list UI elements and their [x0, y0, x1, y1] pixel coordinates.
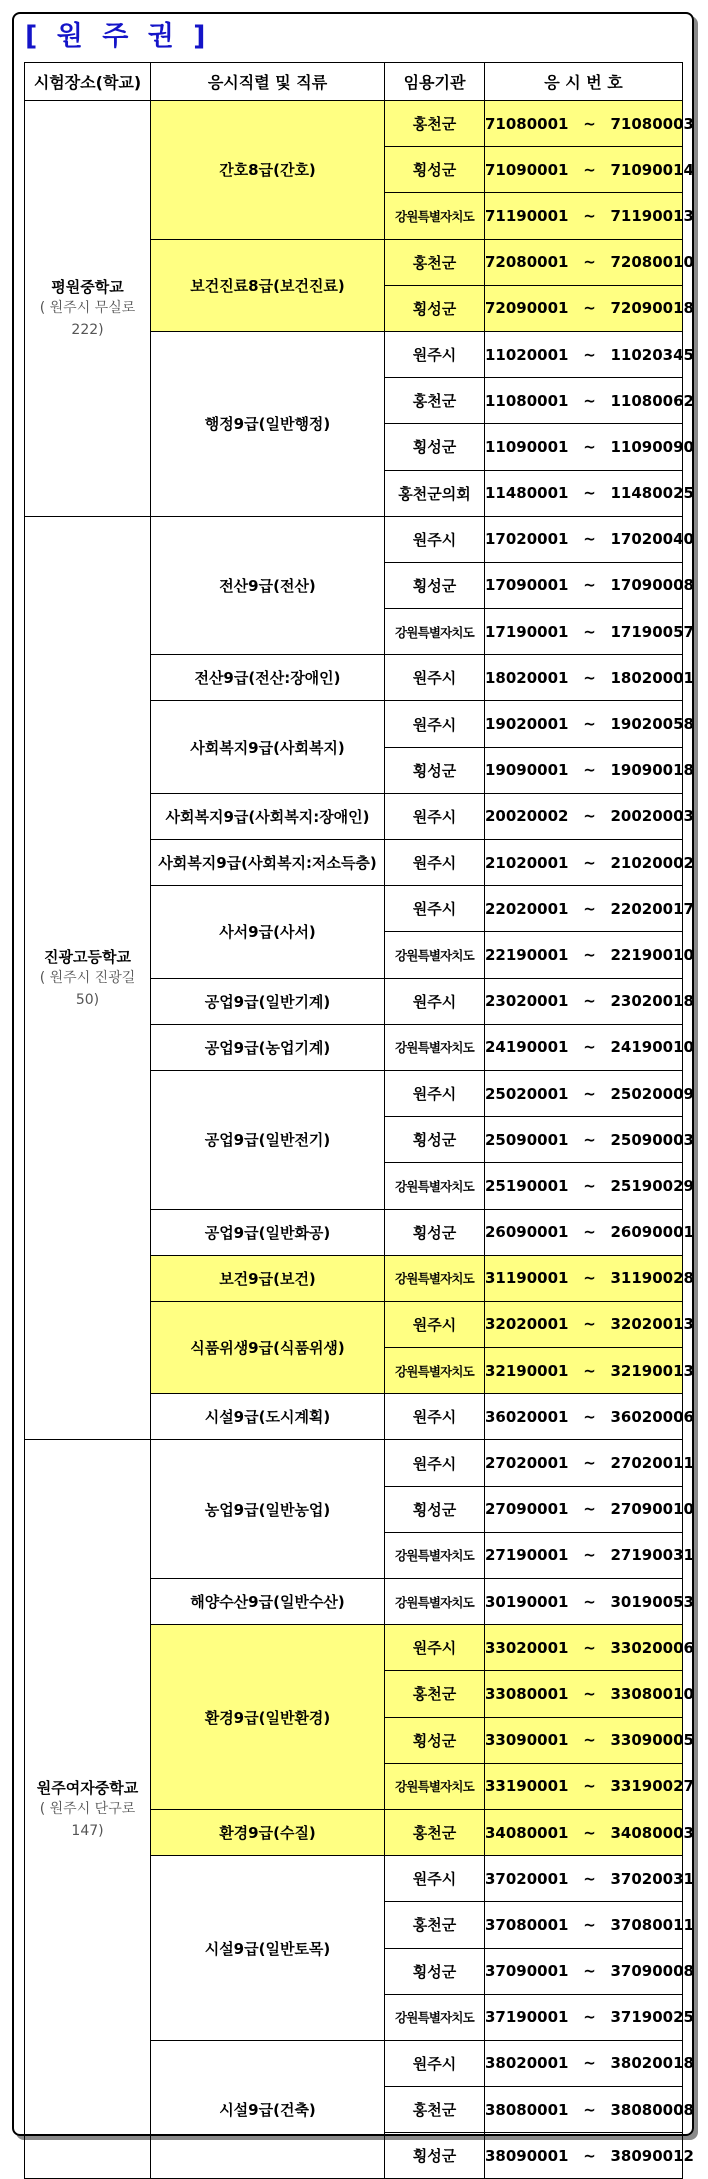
agency-cell: 홍천군 [385, 1671, 485, 1717]
range-separator: ~ [583, 992, 596, 1011]
agency-cell: 홍천군 [385, 101, 485, 147]
exam-schedule-table [24, 62, 694, 2179]
exam-number-from: 27020001 [485, 1454, 569, 1473]
range-separator: ~ [583, 206, 596, 225]
exam-number-range [485, 1671, 694, 1717]
range-separator: ~ [583, 1869, 596, 1888]
exam-number-to: 17090008 [610, 576, 694, 595]
range-separator: ~ [583, 1777, 596, 1796]
range-separator: ~ [583, 2054, 596, 2073]
job-category-cell: 간호8급(간호) [151, 101, 385, 240]
exam-number-to: 17190057 [610, 622, 694, 641]
exam-number-from: 37090001 [485, 1962, 569, 1981]
exam-number-to: 37020031 [610, 1869, 694, 1888]
range-separator: ~ [583, 2100, 596, 2119]
exam-number-range [485, 562, 694, 608]
agency-cell: 원주시 [385, 701, 485, 747]
exam-number-from: 17020001 [485, 530, 569, 549]
agency-cell: 횡성군 [385, 1717, 485, 1763]
exam-number-to: 23020018 [610, 992, 694, 1011]
header-row [25, 63, 683, 101]
exam-number-range [485, 2133, 694, 2179]
exam-number-from: 33190001 [485, 1777, 569, 1796]
exam-number-range [485, 840, 694, 886]
exam-number-range [485, 1348, 694, 1394]
range-separator: ~ [583, 807, 596, 826]
exam-number-range [485, 239, 694, 285]
range-separator: ~ [583, 2146, 596, 2165]
range-separator: ~ [583, 899, 596, 918]
exam-number-range [485, 1486, 694, 1532]
exam-number-range [485, 147, 694, 193]
agency-cell: 원주시 [385, 1856, 485, 1902]
exam-number-to: 25020009 [610, 1084, 694, 1103]
exam-number-range [485, 886, 694, 932]
exam-number-from: 71190001 [485, 206, 569, 225]
exam-number-from: 19020001 [485, 715, 569, 734]
job-category-cell: 사서9급(사서) [151, 886, 385, 978]
exam-number-to: 38090012 [610, 2146, 694, 2165]
agency-cell: 원주시 [385, 1070, 485, 1116]
exam-number-from: 33020001 [485, 1638, 569, 1657]
range-separator: ~ [583, 1546, 596, 1565]
agency-cell: 강원특별자치도 [385, 1163, 485, 1209]
exam-number-from: 27190001 [485, 1546, 569, 1565]
agency-cell: 강원특별자치도 [385, 1579, 485, 1625]
agency-cell: 횡성군 [385, 147, 485, 193]
exam-number-from: 72080001 [485, 253, 569, 272]
exam-number-from: 23020001 [485, 992, 569, 1011]
range-separator: ~ [583, 1407, 596, 1426]
agency-cell: 원주시 [385, 655, 485, 701]
agency-cell: 횡성군 [385, 562, 485, 608]
header-venue: 시험장소(학교) [25, 63, 151, 101]
agency-cell: 강원특별자치도 [385, 1532, 485, 1578]
exam-number-from: 71090001 [485, 160, 569, 179]
exam-number-from: 37020001 [485, 1869, 569, 1888]
exam-number-range [485, 609, 694, 655]
agency-cell: 횡성군 [385, 424, 485, 470]
agency-cell: 강원특별자치도 [385, 1024, 485, 1070]
exam-number-from: 38020001 [485, 2054, 569, 2073]
agency-cell: 횡성군 [385, 1486, 485, 1532]
header-agency: 임용기관 [385, 63, 485, 101]
table-row [25, 101, 683, 147]
venue-cell [25, 1440, 151, 2179]
job-category-cell: 행정9급(일반행정) [151, 331, 385, 516]
exam-number-to: 26090001 [610, 1223, 694, 1242]
agency-cell: 원주시 [385, 2040, 485, 2086]
venue-name: 진광고등학교 [44, 947, 131, 966]
exam-number-to: 71190013 [610, 206, 694, 225]
exam-number-from: 71080001 [485, 114, 569, 133]
exam-number-to: 72080010 [610, 253, 694, 272]
header-job: 응시직렬 및 직류 [151, 63, 385, 101]
agency-cell: 강원특별자치도 [385, 1994, 485, 2040]
table-row [25, 516, 683, 562]
exam-number-from: 17190001 [485, 622, 569, 641]
range-separator: ~ [583, 1223, 596, 1242]
exam-number-range [485, 1902, 694, 1948]
exam-number-to: 17020040 [610, 530, 694, 549]
exam-number-range [485, 1394, 694, 1440]
agency-cell: 강원특별자치도 [385, 193, 485, 239]
exam-number-to: 20020003 [610, 807, 694, 826]
exam-number-to: 38080008 [610, 2100, 694, 2119]
range-separator: ~ [583, 1823, 596, 1842]
exam-number-range [485, 1255, 694, 1301]
exam-number-range [485, 1717, 694, 1763]
range-separator: ~ [583, 1084, 596, 1103]
exam-number-range [485, 470, 694, 516]
exam-number-from: 38090001 [485, 2146, 569, 2165]
job-category-cell: 전산9급(전산:장애인) [151, 655, 385, 701]
exam-number-range [485, 193, 694, 239]
range-separator: ~ [583, 1130, 596, 1149]
range-separator: ~ [583, 1176, 596, 1195]
venue-address: ( 원주시 단구로 147) [39, 1800, 136, 1839]
exam-number-range [485, 2087, 694, 2133]
exam-number-to: 25190029 [610, 1176, 694, 1195]
job-category-cell: 환경9급(수질) [151, 1809, 385, 1855]
range-separator: ~ [583, 391, 596, 410]
agency-cell: 강원특별자치도 [385, 1348, 485, 1394]
range-separator: ~ [583, 668, 596, 687]
exam-number-to: 37190025 [610, 2008, 694, 2027]
range-separator: ~ [583, 1592, 596, 1611]
range-separator: ~ [583, 1038, 596, 1057]
exam-number-from: 32190001 [485, 1361, 569, 1380]
table-body [25, 101, 694, 2179]
range-separator: ~ [583, 1915, 596, 1934]
exam-number-to: 71080003 [610, 114, 694, 133]
exam-number-to: 19020058 [610, 715, 694, 734]
exam-number-to: 19090018 [610, 761, 694, 780]
job-category-cell: 보건진료8급(보건진료) [151, 239, 385, 331]
exam-number-range [485, 1163, 694, 1209]
range-separator: ~ [583, 761, 596, 780]
agency-cell: 횡성군 [385, 1117, 485, 1163]
exam-number-range [485, 701, 694, 747]
range-separator: ~ [583, 1638, 596, 1657]
agency-cell: 원주시 [385, 978, 485, 1024]
exam-number-range [485, 101, 694, 147]
exam-number-to: 30190053 [610, 1592, 694, 1611]
job-category-cell: 식품위생9급(식품위생) [151, 1301, 385, 1393]
exam-number-to: 11480025 [610, 484, 694, 503]
exam-number-from: 25020001 [485, 1084, 569, 1103]
exam-number-from: 11080001 [485, 391, 569, 410]
exam-number-to: 34080003 [610, 1823, 694, 1842]
range-separator: ~ [583, 1962, 596, 1981]
job-category-cell: 해양수산9급(일반수산) [151, 1579, 385, 1625]
exam-number-from: 31190001 [485, 1269, 569, 1288]
exam-number-to: 33020006 [610, 1638, 694, 1657]
exam-number-range [485, 2040, 694, 2086]
header-exam-number: 응 시 번 호 [485, 63, 683, 101]
exam-number-to: 27090010 [610, 1500, 694, 1519]
exam-number-to: 27190031 [610, 1546, 694, 1565]
job-category-cell: 사회복지9급(사회복지:장애인) [151, 793, 385, 839]
job-category-cell: 보건9급(보건) [151, 1255, 385, 1301]
table-row [25, 1440, 683, 1486]
agency-cell: 원주시 [385, 840, 485, 886]
range-separator: ~ [583, 1731, 596, 1750]
exam-number-range [485, 747, 694, 793]
region-title: [ 원 주 권 ] [25, 21, 211, 52]
venue-cell [25, 101, 151, 517]
agency-cell: 강원특별자치도 [385, 932, 485, 978]
exam-number-to: 22020017 [610, 899, 694, 918]
exam-number-from: 33080001 [485, 1684, 569, 1703]
exam-number-range [485, 1209, 694, 1255]
range-separator: ~ [583, 1684, 596, 1703]
exam-number-range [485, 1117, 694, 1163]
exam-number-range [485, 1301, 694, 1347]
exam-number-from: 37080001 [485, 1915, 569, 1934]
agency-cell: 강원특별자치도 [385, 1255, 485, 1301]
agency-cell: 홍천군의회 [385, 470, 485, 516]
exam-number-from: 38080001 [485, 2100, 569, 2119]
exam-number-from: 37190001 [485, 2008, 569, 2027]
job-category-cell: 농업9급(일반농업) [151, 1440, 385, 1579]
exam-number-to: 72090018 [610, 299, 694, 318]
job-category-cell: 시설9급(일반토목) [151, 1856, 385, 2041]
exam-number-to: 11090090 [610, 437, 694, 456]
exam-number-to: 25090003 [610, 1130, 694, 1149]
exam-number-range [485, 978, 694, 1024]
exam-number-range [485, 1809, 694, 1855]
table-header [25, 63, 683, 101]
range-separator: ~ [583, 1454, 596, 1473]
range-separator: ~ [583, 622, 596, 641]
range-separator: ~ [583, 345, 596, 364]
exam-number-range [485, 1024, 694, 1070]
exam-number-from: 22020001 [485, 899, 569, 918]
range-separator: ~ [583, 530, 596, 549]
range-separator: ~ [583, 715, 596, 734]
agency-cell: 횡성군 [385, 1209, 485, 1255]
range-separator: ~ [583, 576, 596, 595]
agency-cell: 횡성군 [385, 285, 485, 331]
exam-number-to: 18020001 [610, 668, 694, 687]
exam-number-range [485, 932, 694, 978]
range-separator: ~ [583, 853, 596, 872]
exam-number-to: 37080011 [610, 1915, 694, 1934]
agency-cell: 홍천군 [385, 1902, 485, 1948]
agency-cell: 원주시 [385, 1301, 485, 1347]
job-category-cell: 공업9급(일반전기) [151, 1070, 385, 1209]
exam-number-to: 71090014 [610, 160, 694, 179]
exam-number-range [485, 655, 694, 701]
job-category-cell: 공업9급(일반기계) [151, 978, 385, 1024]
job-category-cell: 환경9급(일반환경) [151, 1625, 385, 1810]
range-separator: ~ [583, 114, 596, 133]
agency-cell: 원주시 [385, 886, 485, 932]
venue-address: ( 원주시 진광길 50) [39, 969, 136, 1008]
venue-name: 평원중학교 [51, 277, 124, 296]
exam-number-to: 33080010 [610, 1684, 694, 1703]
exam-number-range [485, 378, 694, 424]
range-separator: ~ [583, 160, 596, 179]
exam-number-from: 33090001 [485, 1731, 569, 1750]
agency-cell: 횡성군 [385, 1948, 485, 1994]
exam-number-from: 11090001 [485, 437, 569, 456]
exam-number-range [485, 331, 694, 377]
exam-number-from: 18020001 [485, 668, 569, 687]
agency-cell: 원주시 [385, 1394, 485, 1440]
job-category-cell: 공업9급(일반화공) [151, 1209, 385, 1255]
range-separator: ~ [583, 1500, 596, 1519]
exam-number-from: 32020001 [485, 1315, 569, 1334]
exam-number-from: 24190001 [485, 1038, 569, 1057]
exam-number-range [485, 1948, 694, 1994]
job-category-cell: 사회복지9급(사회복지:저소득층) [151, 840, 385, 886]
agency-cell: 횡성군 [385, 747, 485, 793]
exam-number-from: 11480001 [485, 484, 569, 503]
range-separator: ~ [583, 437, 596, 456]
exam-number-range [485, 793, 694, 839]
exam-number-range [485, 1994, 694, 2040]
agency-cell: 홍천군 [385, 2087, 485, 2133]
exam-number-from: 21020001 [485, 853, 569, 872]
exam-number-to: 22190010 [610, 945, 694, 964]
exam-number-range [485, 516, 694, 562]
exam-number-range [485, 1763, 694, 1809]
agency-cell: 원주시 [385, 793, 485, 839]
range-separator: ~ [583, 945, 596, 964]
exam-number-from: 26090001 [485, 1223, 569, 1242]
exam-number-to: 33090005 [610, 1731, 694, 1750]
exam-number-from: 20020002 [485, 807, 569, 826]
exam-number-range [485, 285, 694, 331]
exam-number-from: 22190001 [485, 945, 569, 964]
venue-cell [25, 516, 151, 1440]
job-category-cell: 시설9급(도시계획) [151, 1394, 385, 1440]
agency-cell: 원주시 [385, 1440, 485, 1486]
agency-cell: 강원특별자치도 [385, 609, 485, 655]
exam-number-range [485, 1579, 694, 1625]
exam-number-from: 27090001 [485, 1500, 569, 1519]
exam-number-to: 33190027 [610, 1777, 694, 1796]
exam-number-to: 36020006 [610, 1407, 694, 1426]
exam-number-from: 30190001 [485, 1592, 569, 1611]
range-separator: ~ [583, 2008, 596, 2027]
exam-number-from: 17090001 [485, 576, 569, 595]
exam-number-to: 32020013 [610, 1315, 694, 1334]
agency-cell: 원주시 [385, 331, 485, 377]
range-separator: ~ [583, 299, 596, 318]
job-category-cell: 사회복지9급(사회복지) [151, 701, 385, 793]
exam-number-range [485, 424, 694, 470]
exam-number-to: 24190010 [610, 1038, 694, 1057]
range-separator: ~ [583, 484, 596, 503]
exam-number-range [485, 1440, 694, 1486]
venue-name: 원주여자중학교 [36, 1778, 139, 1797]
agency-cell: 홍천군 [385, 239, 485, 285]
exam-number-to: 31190028 [610, 1269, 694, 1288]
exam-number-to: 21020002 [610, 853, 694, 872]
exam-number-to: 32190013 [610, 1361, 694, 1380]
exam-number-range [485, 1532, 694, 1578]
exam-number-from: 25090001 [485, 1130, 569, 1149]
exam-number-to: 27020011 [610, 1454, 694, 1473]
job-category-cell: 전산9급(전산) [151, 516, 385, 655]
agency-cell: 홍천군 [385, 1809, 485, 1855]
exam-number-to: 11020345 [610, 345, 694, 364]
exam-number-from: 19090001 [485, 761, 569, 780]
exam-number-from: 72090001 [485, 299, 569, 318]
exam-number-from: 36020001 [485, 1407, 569, 1426]
agency-cell: 원주시 [385, 516, 485, 562]
exam-number-to: 38020018 [610, 2054, 694, 2073]
range-separator: ~ [583, 1269, 596, 1288]
agency-cell: 횡성군 [385, 2133, 485, 2179]
job-category-cell: 공업9급(농업기계) [151, 1024, 385, 1070]
agency-cell: 강원특별자치도 [385, 1763, 485, 1809]
range-separator: ~ [583, 1315, 596, 1334]
exam-number-range [485, 1625, 694, 1671]
agency-cell: 홍천군 [385, 378, 485, 424]
exam-number-to: 11080062 [610, 391, 694, 410]
exam-number-from: 11020001 [485, 345, 569, 364]
agency-cell: 원주시 [385, 1625, 485, 1671]
job-category-cell: 시설9급(건축) [151, 2040, 385, 2179]
exam-number-from: 34080001 [485, 1823, 569, 1842]
range-separator: ~ [583, 1361, 596, 1380]
exam-number-to: 37090008 [610, 1962, 694, 1981]
venue-address: ( 원주시 무실로 222) [39, 299, 136, 338]
exam-number-range [485, 1070, 694, 1116]
exam-number-range [485, 1856, 694, 1902]
range-separator: ~ [583, 253, 596, 272]
exam-number-from: 25190001 [485, 1176, 569, 1195]
